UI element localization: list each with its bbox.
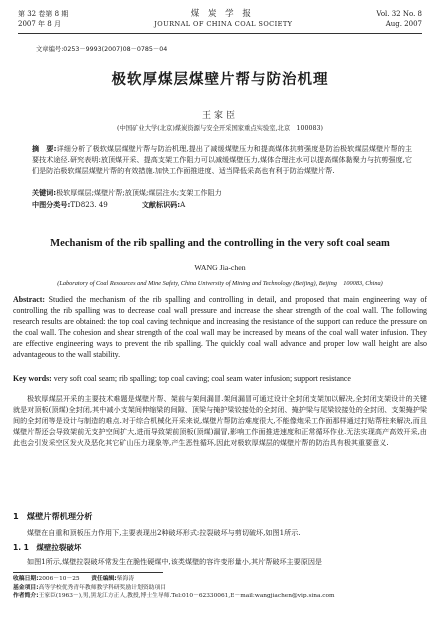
title-chinese: 极软厚煤层煤壁片帮与防治机理 — [111, 72, 329, 88]
abstract-english — [13, 294, 427, 361]
header-journal-en: JOURNAL OF CHINA COAL SOCIETY — [154, 20, 293, 28]
doc-code-label: 文献标识码: — [141, 200, 181, 209]
keywords-text-cn: 极软厚煤层;煤壁片帮;放顶煤;煤层注水;支架工作阻力 — [56, 188, 222, 197]
keywords-english — [13, 374, 427, 383]
doc-code-value: A — [180, 200, 186, 209]
section-heading-1: 1 煤壁片帮机理分析 — [13, 511, 93, 521]
affiliation-chinese: (中国矿业大学(北京)煤炭资源与安全开采国家重点实验室,北京 100083) — [117, 125, 323, 132]
abstract-chinese — [32, 143, 412, 177]
abstract-text-cn: 详细分析了极软煤层煤壁片帮与防治机理,提出了减缓煤壁压力和提高煤体抗剪强度是防治极软煤层煤壁片帮的主要技术途径.研究表明:放顶煤开采、提高支架工作阻力可以减缓煤壁压力,煤体合理注水可以提高煤体黏聚力与抗剪强度,它们是防治极软煤层煤壁片帮的有效措施.加快工作面推进度、适当降低采高也有利于防治煤壁片帮. — [32, 144, 412, 176]
article-number: 文章编号:0253－9993(2007)08－0785－04 — [36, 46, 168, 53]
author-english: WANG Jia-chen — [194, 263, 246, 272]
header-date-cn: 2007 年 8 月 — [18, 20, 61, 28]
author-chinese: 王家臣 — [201, 111, 238, 121]
abstract-text-en: Studied the mechanism of the rib spalling and controlling in detail, and proposed that main engineering way of controlling the rib spalling was to decrease coal wall pressure and increase the shear strength of the coal wall. The following research results are obtained: the top coal caving technique and increasing the resistance of the support can reduce the pressure on the coal wall. The cohesion and shear strength of the coal wall may be increased by means of the coal wall water infusion. They are effective engineering ways to prevent the rib spalling. The quickly coal wall advance and proper low wall height are also advantageous to the wall stability. — [13, 295, 427, 360]
affiliation-english: (Laboratory of Coal Resources and Mine Safety, China University of Mining and Technology (Beijing), Beijing 100083, China) — [57, 280, 383, 287]
keywords-label-en: Key words: — [13, 374, 52, 383]
section-1-paragraph: 煤壁在自重和顶板压力作用下,主要表现出2种破坏形式:拉裂破坏与剪切破坏,如图1所示. — [27, 528, 301, 537]
body-introduction: 极软厚煤层开采的主要技术难题是煤壁片帮、架前与架间漏冒.架间漏冒可通过设计全封闭支架加以解决,全封闭支架设计的关键就是对顶板(顶煤)全封闭,其中减小支架间伸缩梁的间隙、顶梁与掩护梁铰接处的全封闭、掩护梁与尾梁铰接处的全封闭、支架掩护梁间的全封闭等是设计与制造的难点.对于综合机械化开采来说,煤壁片帮防治难度很大,不能像炮采工作面那样通过打贴帮柱来解决,而且煤壁片帮还会导致架前无支护空间扩大,进而导致架前顶板(顶煤)漏冒,影响工作面推进速度和正常循环作业.无法实现高产高效开采,由此也会引发采空区发火及恶化其它矿山压力现象等,产生恶性循环,因此对极软厚煤层的煤壁片帮的防治具有极其重要意义. — [13, 394, 427, 448]
keywords-text-en: very soft coal seam; rib spalling; top coal caving; coal seam water infusion; support resistance — [53, 374, 351, 383]
section-1-1-paragraph: 如图1所示,煤壁拉裂破坏常发生在脆性硬煤中,该类煤壁的容许变形量小,其片帮破坏主要原因是 — [27, 557, 323, 566]
header-row-bottom — [18, 19, 422, 31]
header-date-en: Aug. 2007 — [385, 20, 422, 28]
footnote-received: 收稿日期:2006－10－25 责任编辑:柴海涛 — [13, 576, 135, 582]
header-journal-cn: 煤 炭 学 报 — [190, 9, 254, 19]
clc-value: TD823. 49 — [70, 200, 108, 209]
footnote-author: 作者简介:王家臣(1963－),男,黑龙江方正人,教授,博士生导师.Tel:010－62330061,E－mail:wangjiachen@vip.sina.com — [13, 593, 335, 600]
footnote-fund: 基金项目:高等学校优秀青年教师教学科研奖励计划资助项目 — [13, 584, 167, 591]
header-volume-cn: 第 32 卷第 8 期 — [18, 10, 69, 18]
keywords-label-cn: 关键词: — [32, 188, 57, 197]
title-english: Mechanism of the rib spalling and the controlling in the very soft coal seam — [50, 238, 390, 249]
footnotes — [13, 575, 427, 601]
header-row-top — [18, 7, 422, 19]
abstract-label-cn: 摘 要: — [32, 144, 57, 153]
keywords-chinese — [32, 188, 412, 198]
header-rule — [18, 33, 422, 34]
abstract-label-en: Abstract: — [13, 295, 45, 304]
journal-header — [18, 7, 422, 35]
classification-chinese — [32, 200, 185, 210]
footnote-rule — [13, 572, 163, 573]
clc-label: 中图分类号: — [32, 200, 71, 209]
header-volume-en: Vol. 32 No. 8 — [376, 10, 422, 18]
section-heading-1-1: 1. 1 煤壁拉裂破坏 — [13, 543, 82, 552]
